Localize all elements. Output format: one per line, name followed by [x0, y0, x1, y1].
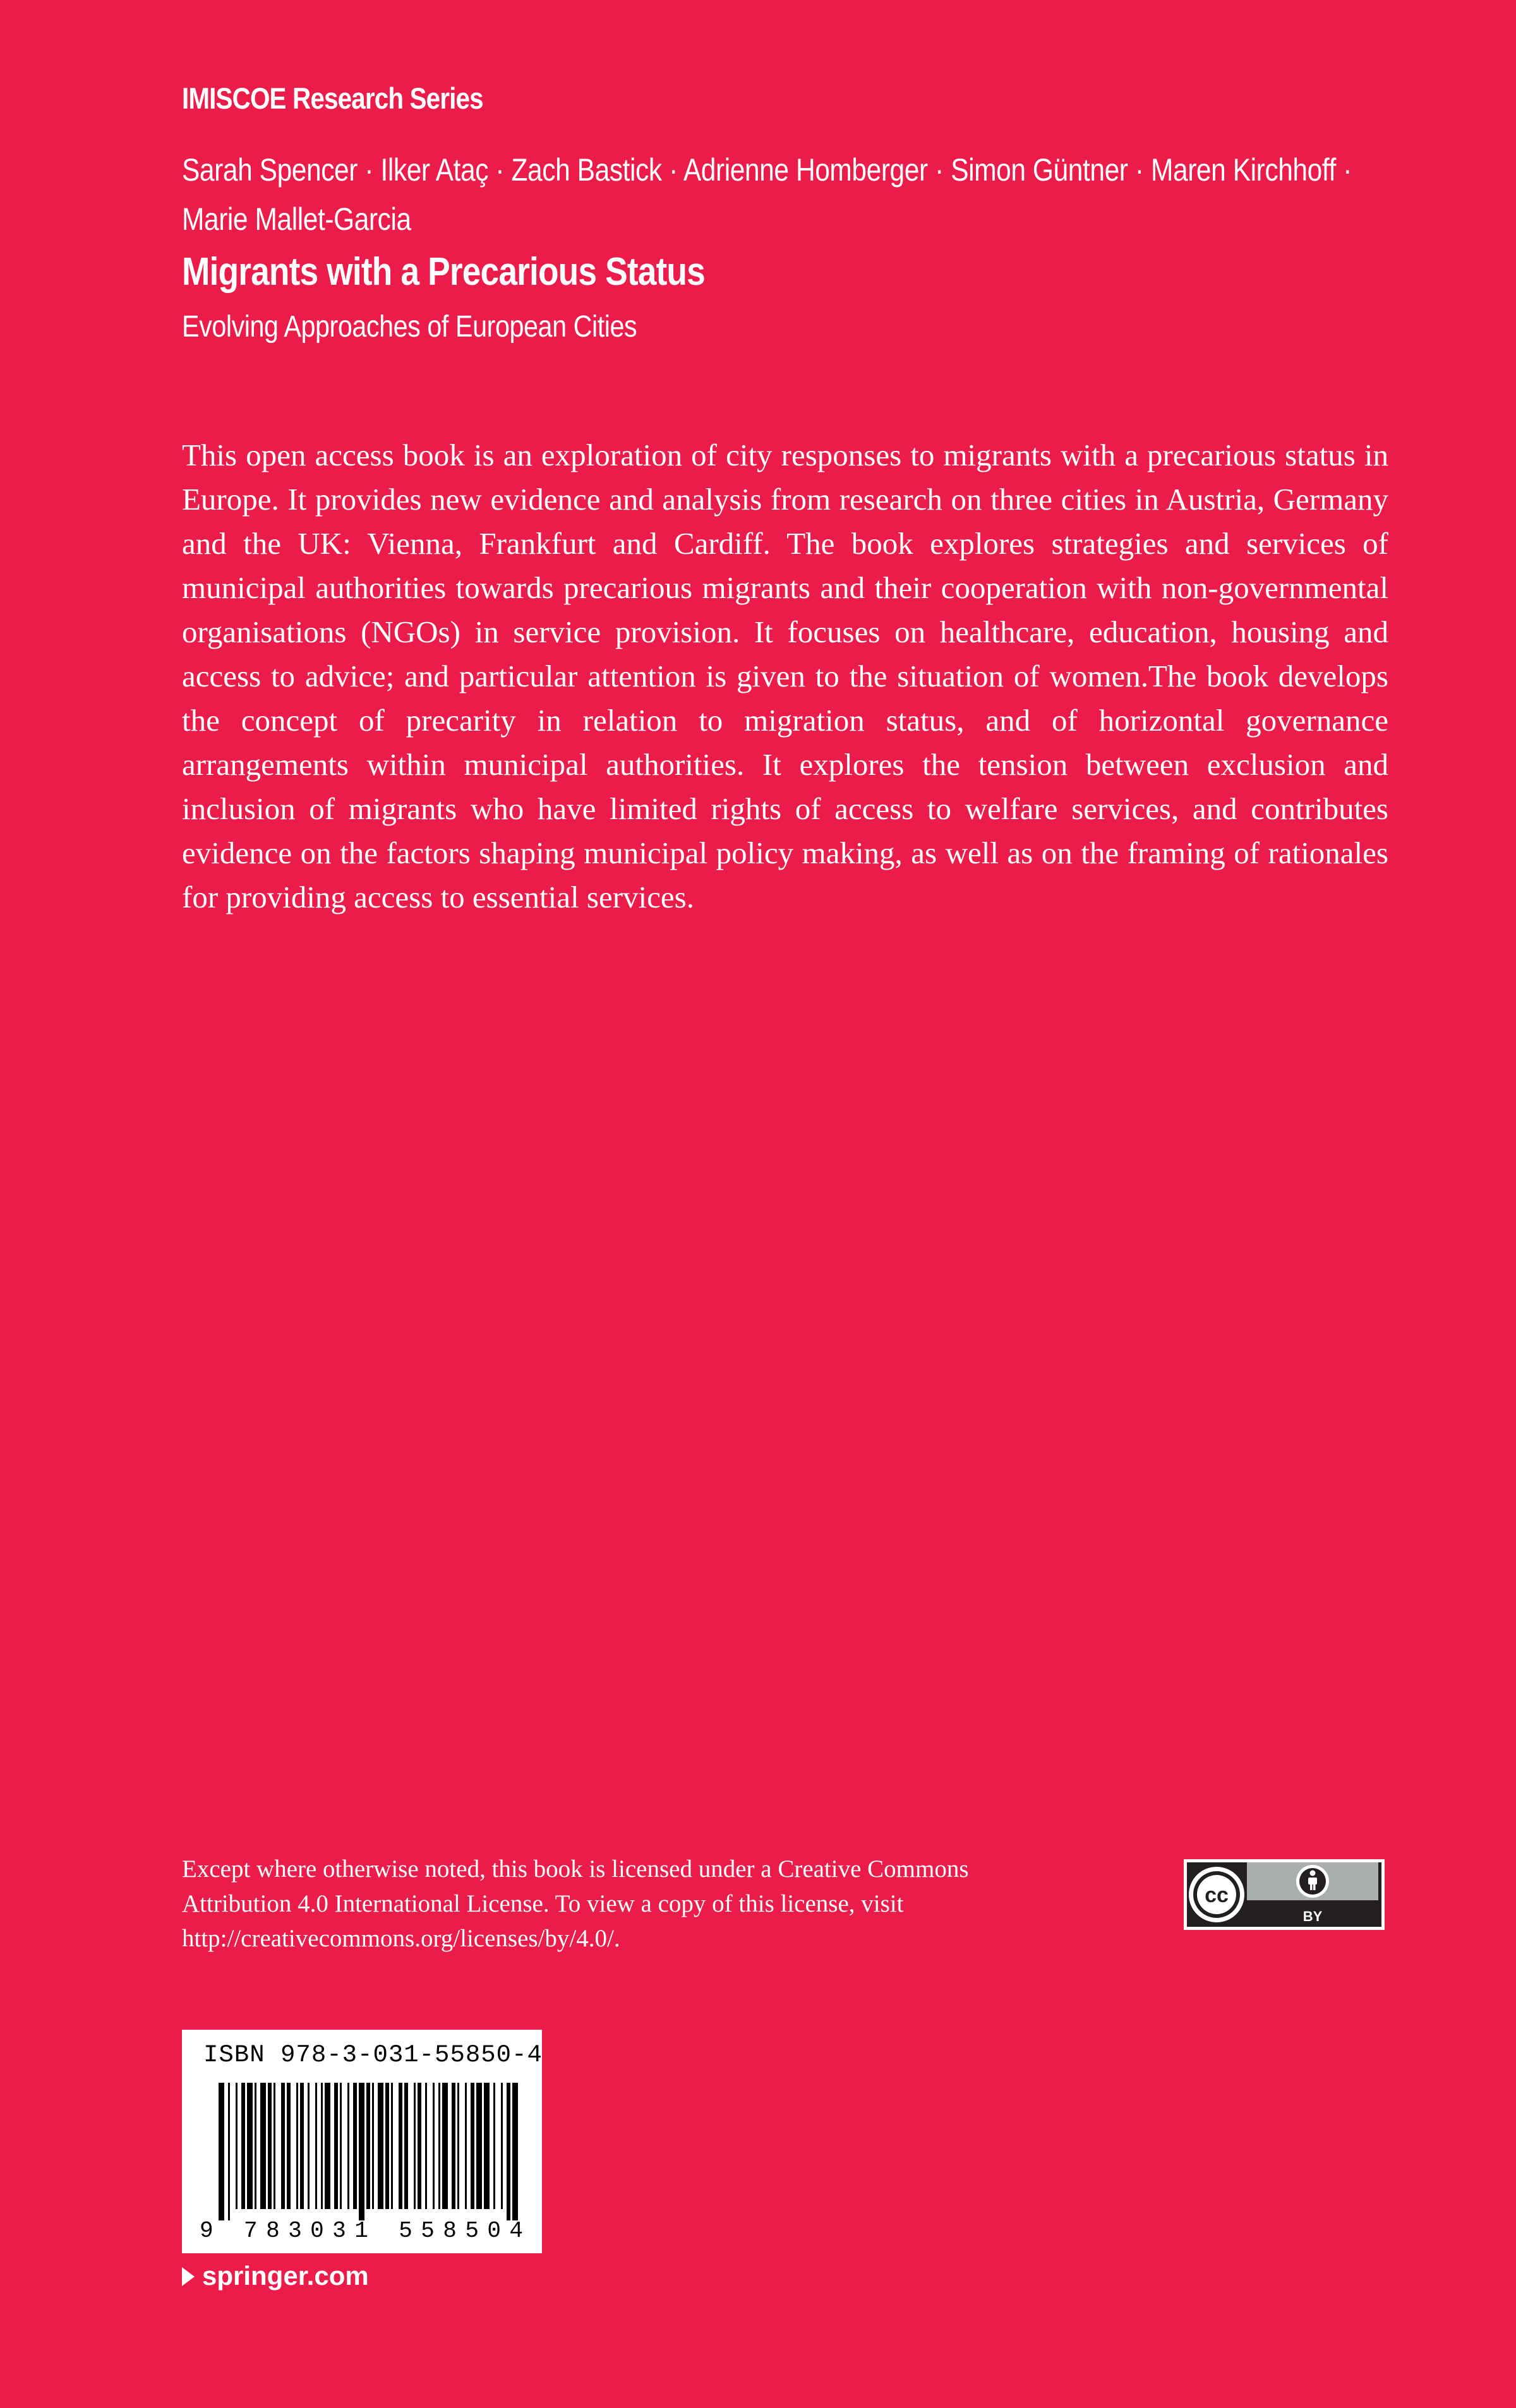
cc-label: cc — [1205, 1883, 1229, 1907]
barcode-bar — [247, 2083, 253, 2209]
barcode-bar — [228, 2083, 230, 2220]
arrow-right-icon — [182, 2267, 195, 2286]
barcode — [200, 2083, 527, 2239]
barcode-bar — [340, 2083, 342, 2209]
barcode-bar — [281, 2083, 285, 2209]
barcode-bar — [296, 2083, 298, 2209]
barcode-bar — [484, 2083, 490, 2209]
barcode-bar — [452, 2083, 455, 2209]
publisher-link-label: springer.com — [202, 2261, 369, 2291]
barcode-bar — [300, 2083, 304, 2209]
barcode-bar — [391, 2083, 393, 2209]
barcode-bar — [366, 2083, 370, 2209]
book-title: Migrants with a Precarious Status — [182, 250, 705, 294]
publisher-link[interactable] — [182, 2261, 369, 2291]
barcode-bar — [507, 2083, 510, 2220]
barcode-digits: 9 783031 558504 — [200, 2218, 523, 2239]
barcode-bar — [414, 2083, 416, 2209]
barcode-bar — [325, 2083, 330, 2209]
barcode-bar — [308, 2083, 310, 2209]
book-subtitle: Evolving Approaches of European Cities — [182, 310, 637, 344]
isbn-barcode-block — [182, 2030, 542, 2253]
barcode-bar — [353, 2083, 357, 2209]
barcode-bar — [378, 2083, 383, 2209]
barcode-bar — [433, 2083, 435, 2209]
barcode-bar — [287, 2083, 291, 2209]
license-notice: Except where otherwise noted, this book is licensed under a Creative Commons Attribution 4.0 International License. To view a copy of this license, visit http://creativecommons.org/licenses/by/4.0/. — [182, 1855, 969, 1952]
barcode-bar — [465, 2083, 467, 2209]
barcode-bar — [255, 2083, 256, 2209]
by-label: BY — [1302, 1908, 1323, 1924]
cc-by-license-icon — [1184, 1859, 1385, 1930]
barcode-bar — [425, 2083, 427, 2209]
author-list: Sarah Spencer · Ilker Ataç · Zach Bastick · Adrienne Homberger · Simon Güntner · Maren Kirchhoff · Marie Mallet-Garcia — [182, 152, 1352, 237]
book-description: This open access book is an exploration of city responses to migrants with a precarious status in Europe. It provides new evidence and analysis from research on three cities in Austria, Germany and the UK: Vienna, Frankfurt and Cardiff. The book explores strategies and services of municipal authorities towards precarious migrants and their cooperation with non-governmental organisations (NGOs) in service provision. It focuses on healthcare, education, housing and access to advice; and particular attention is given to the situation of women.The book develops the concept of precarity in relation to migration status, and of horizontal governance arrangements within municipal authorities. It explores the tension between exclusion and inclusion of migrants who have limited rights of access to welfare services, and contributes evidence on the factors shaping municipal policy making, as well as on the framing of rationales for providing access to essential services. — [182, 438, 1388, 914]
barcode-bar — [359, 2083, 364, 2220]
barcode-bar — [219, 2083, 224, 2220]
barcode-bar — [241, 2083, 245, 2209]
barcode-bar — [457, 2083, 459, 2209]
barcode-bar — [418, 2083, 421, 2209]
barcode-bar — [236, 2083, 238, 2209]
barcode-bar — [321, 2083, 323, 2209]
barcode-bar — [512, 2083, 518, 2220]
barcode-bar — [404, 2083, 408, 2209]
barcode-bar — [274, 2083, 275, 2209]
barcode-bar — [476, 2083, 482, 2209]
barcode-bar — [334, 2083, 338, 2209]
barcode-bar — [442, 2083, 448, 2209]
barcode-bar — [501, 2083, 503, 2209]
barcode-bar — [471, 2083, 474, 2209]
barcode-bar — [372, 2083, 374, 2209]
barcode-bar — [438, 2083, 440, 2209]
isbn-number: ISBN 978-3-031-55850-4 — [203, 2041, 543, 2069]
barcode-bar — [385, 2083, 389, 2209]
barcode-bar — [260, 2083, 266, 2209]
barcode-bar — [399, 2083, 402, 2209]
barcode-bar — [315, 2083, 317, 2209]
series-name: IMISCOE Research Series — [182, 81, 483, 115]
barcode-bar — [347, 2083, 349, 2209]
barcode-bar — [493, 2083, 495, 2209]
barcode-bar — [268, 2083, 272, 2209]
